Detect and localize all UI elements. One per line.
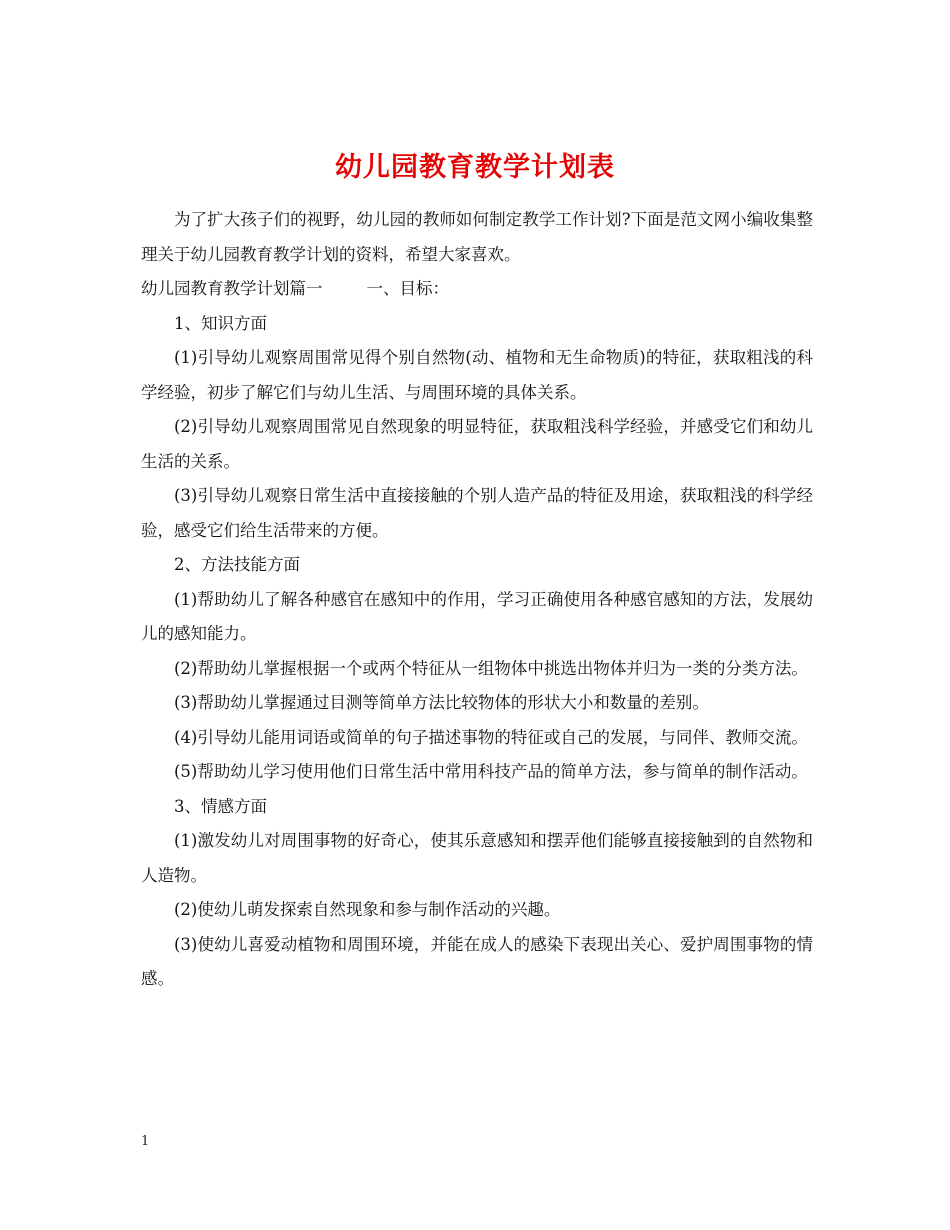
intro-paragraph: 为了扩大孩子们的视野，幼儿园的教师如何制定教学工作计划?下面是范文网小编收集整理关于幼儿园教育教学计划的资料，希望大家喜欢。 (141, 210, 813, 264)
paragraph: (2)使幼儿萌发探索自然现象和参与制作活动的兴趣。 (174, 900, 561, 919)
subheading-knowledge: 1、知识方面 (174, 313, 267, 333)
paragraph: (5)帮助幼儿学习使用他们日常生活中常用科技产品的简单方法，参与简单的制作活动。 (174, 762, 808, 781)
paragraph: (4)引导幼儿能用词语或简单的句子描述事物的特征或自己的发展，与同伴、教师交流。 (174, 727, 808, 747)
subheading-methods: 2、方法技能方面 (174, 555, 300, 574)
section-heading-left: 幼儿园教育教学计划篇一 (141, 279, 323, 298)
paragraph: (2)帮助幼儿掌握根据一个或两个特征从一组物体中挑选出物体并归为一类的分类方法。 (174, 658, 808, 678)
section-heading-right: 一、目标： (366, 279, 449, 298)
document-title: 幼儿园教育教学计划表 (335, 152, 615, 184)
paragraph: (1)帮助幼儿了解各种感官在感知中的作用，学习正确使用各种感官感知的方法，发展幼儿的感知能力。 (141, 589, 813, 643)
section-heading (141, 272, 813, 307)
paragraph: (3)引导幼儿观察日常生活中直接接触的个别人造产品的特征及用途，获取粗浅的科学经验，感受它们给生活带来的方便。 (141, 486, 813, 540)
paragraph: (2)引导幼儿观察周围常见自然现象的明显特征，获取粗浅科学经验，并感受它们和幼儿生活的关系。 (141, 417, 813, 471)
paragraph: (3)帮助幼儿掌握通过目测等简单方法比较物体的形状大小和数量的差别。 (174, 693, 709, 712)
document-body (141, 203, 813, 997)
paragraph: (1)激发幼儿对周围事物的好奇心，使其乐意感知和摆弄他们能够直接接触到的自然物和人造物。 (141, 831, 813, 885)
subheading-emotion: 3、情感方面 (174, 796, 267, 816)
paragraph: (3)使幼儿喜爱动植物和周围环境，并能在成人的感染下表现出关心、爱护周围事物的情感。 (141, 934, 813, 988)
page-number: 1 (141, 1134, 150, 1149)
paragraph: (1)引导幼儿观察周围常见得个别自然物(动、植物和无生命物质)的特征，获取粗浅的科学经验，初步了解它们与幼儿生活、与周围环境的具体关系。 (141, 348, 813, 402)
